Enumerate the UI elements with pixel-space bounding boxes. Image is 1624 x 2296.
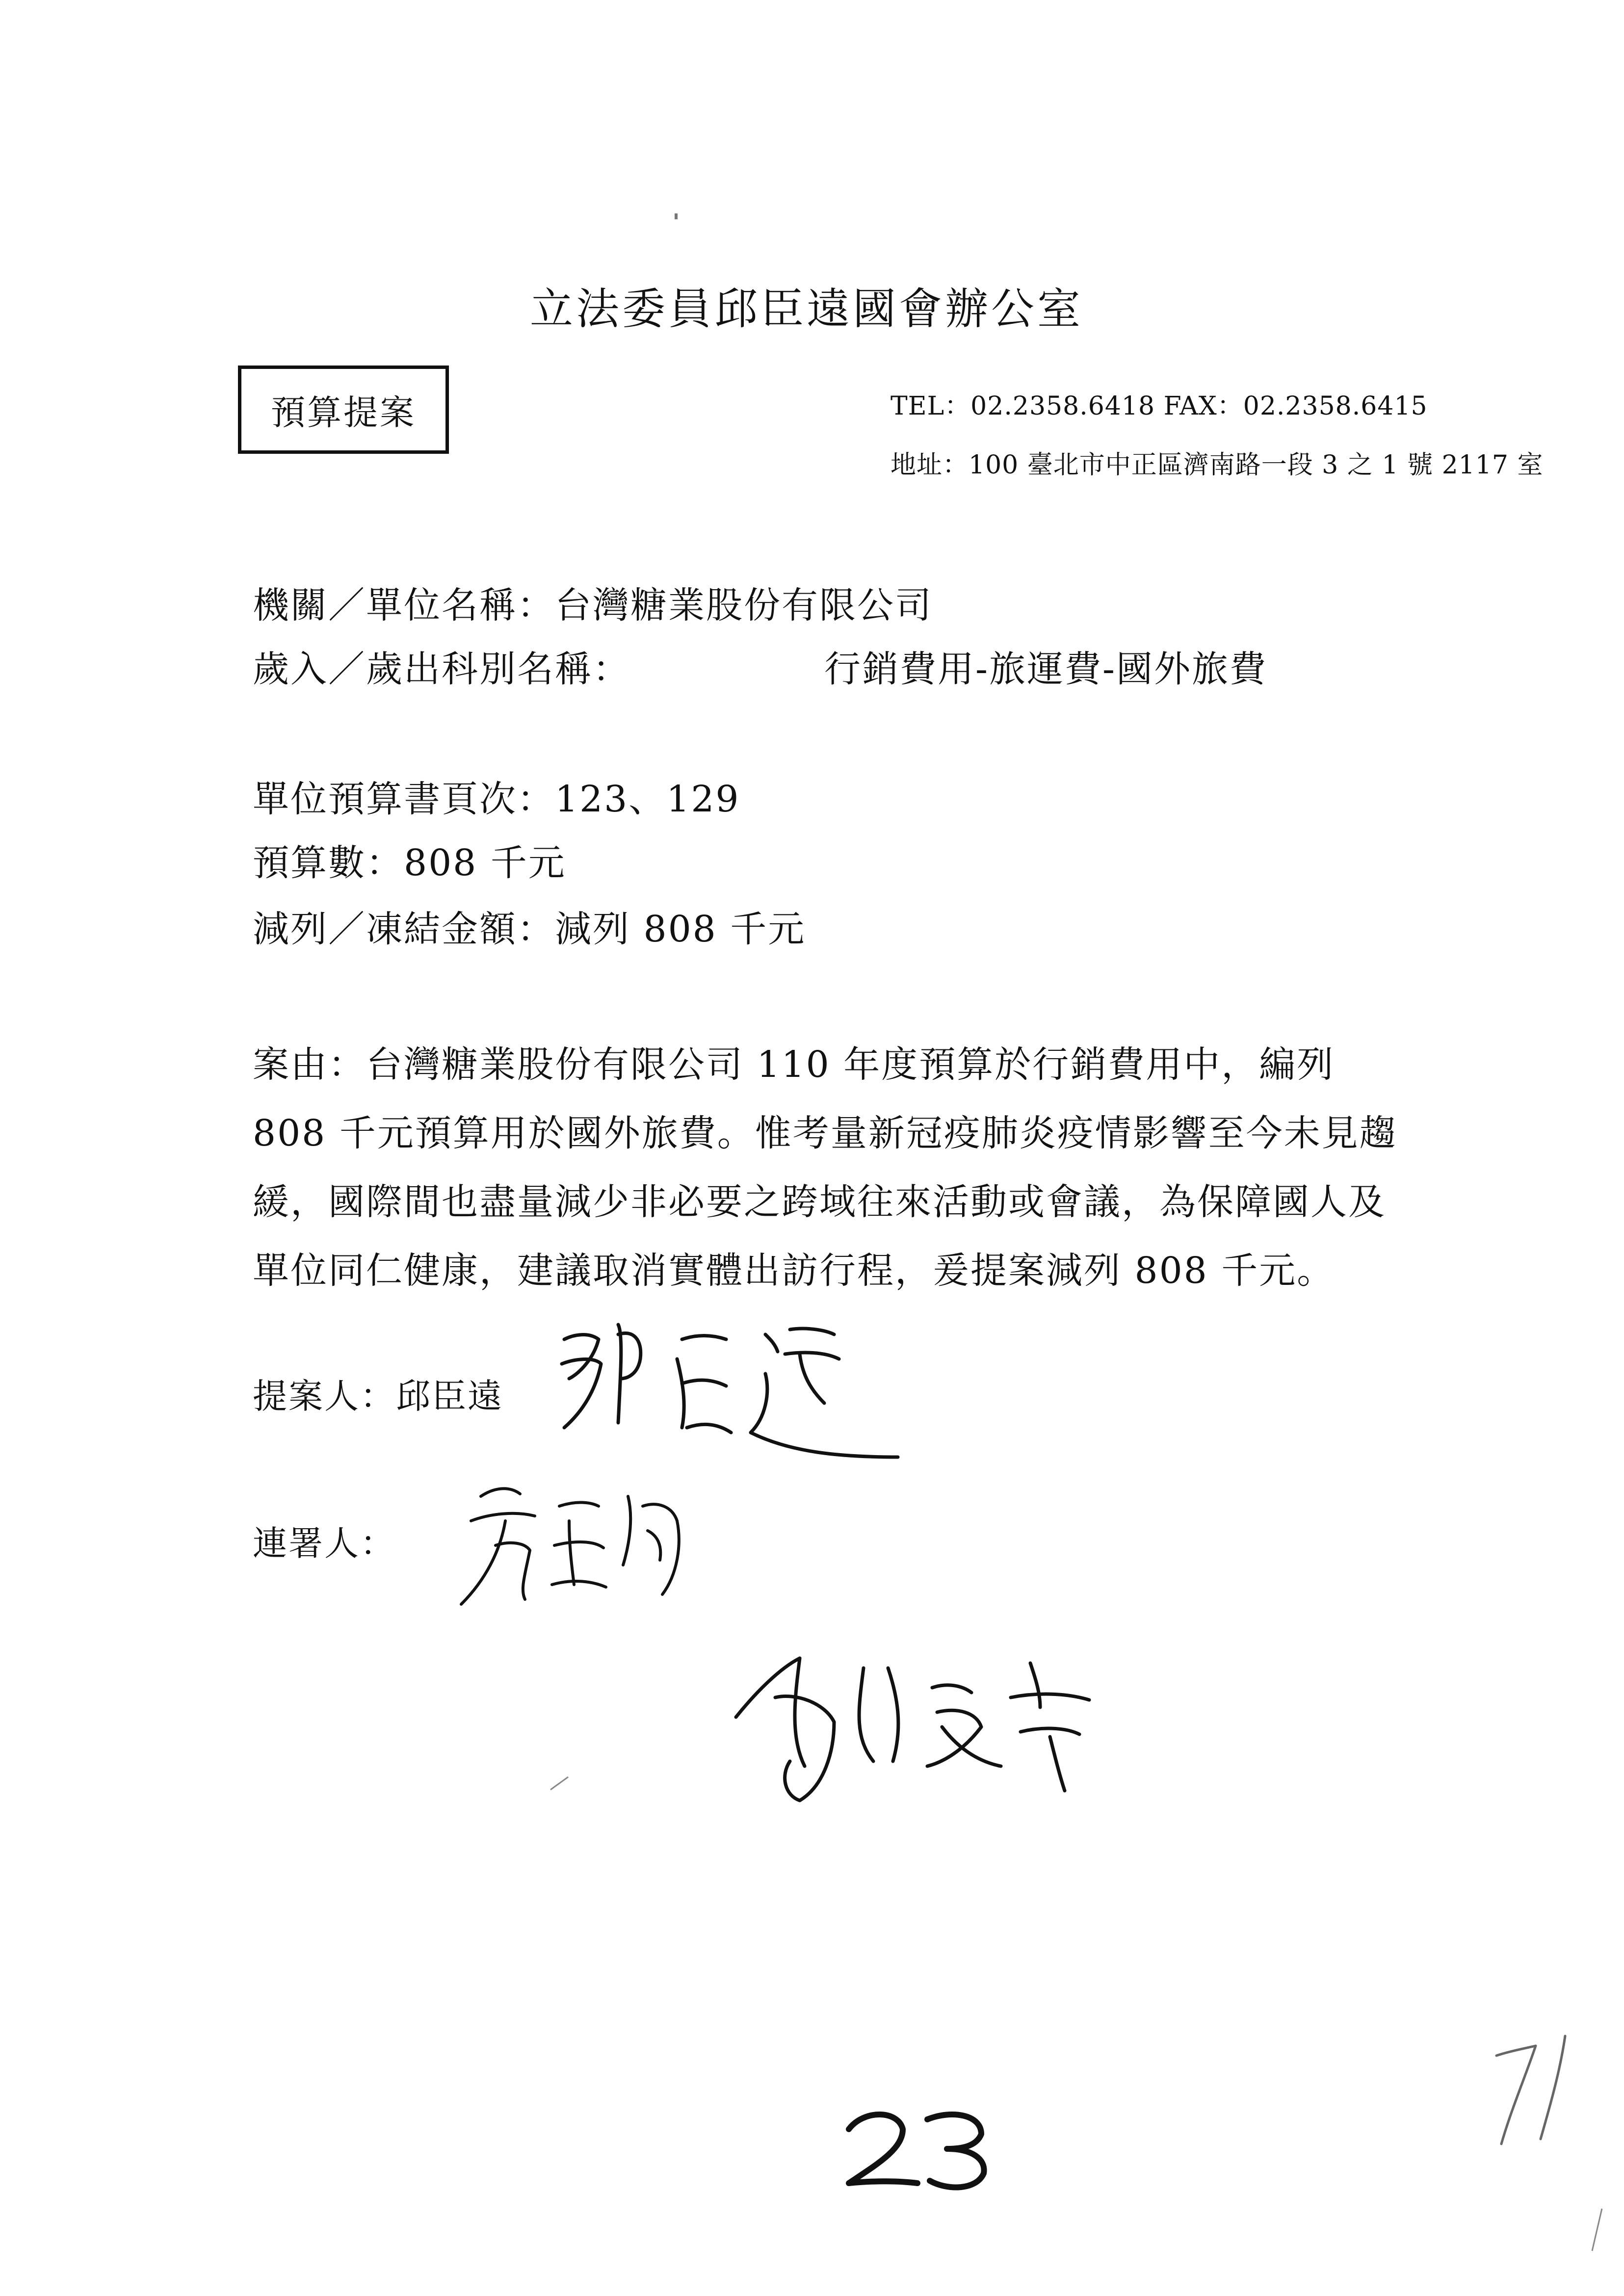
proposer-label: 提案人：邱臣遠 [253,1376,503,1416]
contact-address: 地址：100 臺北市中正區濟南路一段 3 之 1 號 2117 室 [891,450,1544,480]
cut-amount-field: 減列／凍結金額：減列 808 千元 [253,908,806,950]
cosigner-signature-2 [726,1639,1128,1815]
budget-amount-field: 預算數：808 千元 [253,842,566,884]
budget-pages-field: 單位預算書頁次：123、129 [253,778,740,820]
corner-page-number [1492,2026,1590,2154]
category-field [253,640,1267,692]
handwritten-page-number [834,2100,996,2198]
scan-mark [1590,2208,1604,2252]
scan-mark [550,1776,569,1791]
proposal-type-label: 預算提案 [271,392,416,433]
cosigner-signature-1 [451,1467,707,1614]
proposal-type-tag [238,365,449,454]
contact-tel-fax: TEL：02.2358.6418 FAX：02.2358.6415 [891,391,1428,421]
category-value: 行銷費用-旅運費-國外旅費 [824,648,1268,690]
proposer-signature [535,1305,908,1467]
office-title: 立法委員邱臣遠國會辦公室 [530,284,1084,334]
category-label: 歲入／歲出科別名稱： [253,648,630,690]
agency-field: 機關／單位名稱：台灣糖業股份有限公司 [253,584,933,626]
scan-speck [675,213,678,219]
cosigner-label: 連署人： [253,1523,396,1564]
reason-paragraph: 案由：台灣糖業股份有限公司 110 年度預算於行銷費用中，編列 808 千元預算用於國外旅費。惟考量新冠疫肺炎疫情影響至今未見趨緩，國際間也盡量減少非必要之跨域往來活動或會議，為保障國人及單位同仁健康，建議取消實體出訪行程，爰提案減列 808 千元。 [253,1044,1397,1292]
